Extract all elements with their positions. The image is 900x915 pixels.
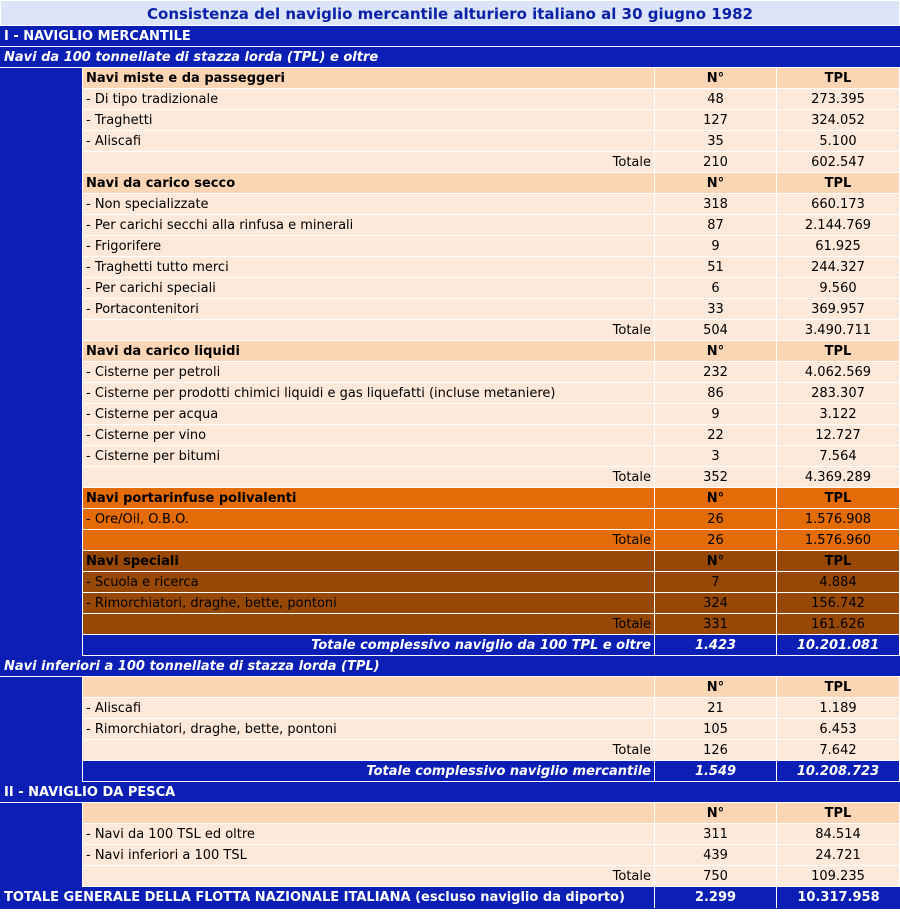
table-row <box>0 845 900 866</box>
row-n: 48 <box>655 89 777 110</box>
row-tpl: 156.742 <box>777 593 900 614</box>
table-row <box>0 593 900 614</box>
total-label: Totale <box>83 614 655 635</box>
total-tpl: 3.490.711 <box>777 320 900 341</box>
row-margin <box>0 68 83 89</box>
total-tpl: 161.626 <box>777 614 900 635</box>
row-margin <box>0 425 83 446</box>
row-margin <box>0 89 83 110</box>
total-merc-tpl: 10.208.723 <box>777 761 900 782</box>
table-row <box>0 383 900 404</box>
row-margin <box>0 236 83 257</box>
col-tpl-header: TPL <box>777 68 900 89</box>
row-n: 105 <box>655 719 777 740</box>
row-label: - Scuola e ricerca <box>83 572 655 593</box>
row-margin <box>0 404 83 425</box>
row-margin <box>0 593 83 614</box>
row-tpl: 61.925 <box>777 236 900 257</box>
table-row <box>0 215 900 236</box>
row-margin <box>0 719 83 740</box>
total-n: 504 <box>655 320 777 341</box>
total-100-tpl: 10.201.081 <box>777 635 900 656</box>
row-n: 9 <box>655 404 777 425</box>
row-n: 86 <box>655 383 777 404</box>
small-total-row <box>0 740 900 761</box>
table-row <box>0 509 900 530</box>
row-label: - Rimorchiatori, draghe, bette, pontoni <box>83 593 655 614</box>
group-header <box>0 341 900 362</box>
group-name: Navi speciali <box>83 551 655 572</box>
row-tpl: 7.564 <box>777 446 900 467</box>
col-tpl-header: TPL <box>777 173 900 194</box>
row-tpl: 4.884 <box>777 572 900 593</box>
table-row <box>0 194 900 215</box>
total-100-row <box>0 635 900 656</box>
row-label: - Cisterne per vino <box>83 425 655 446</box>
total-tpl: 4.369.289 <box>777 467 900 488</box>
table-row <box>0 236 900 257</box>
row-n: 51 <box>655 257 777 278</box>
row-label: - Non specializzate <box>83 194 655 215</box>
row-n: 232 <box>655 362 777 383</box>
row-n: 87 <box>655 215 777 236</box>
col-n-header: N° <box>655 488 777 509</box>
row-n: 26 <box>655 509 777 530</box>
col-tpl-header: TPL <box>777 341 900 362</box>
group-total-row <box>0 467 900 488</box>
row-label: - Ore/Oil, O.B.O. <box>83 509 655 530</box>
row-tpl: 24.721 <box>777 845 900 866</box>
row-margin <box>0 551 83 572</box>
total-merc-label: Totale complessivo naviglio mercantile <box>83 761 655 782</box>
row-n: 3 <box>655 446 777 467</box>
row-tpl: 6.453 <box>777 719 900 740</box>
row-label: - Cisterne per acqua <box>83 404 655 425</box>
total-merc-row <box>0 761 900 782</box>
total-tpl: 7.642 <box>777 740 900 761</box>
row-tpl: 1.189 <box>777 698 900 719</box>
table-row <box>0 89 900 110</box>
total-tpl: 109.235 <box>777 866 900 887</box>
grand-total-label: TOTALE GENERALE DELLA FLOTTA NAZIONALE ITALIANA (escluso naviglio da diporto) <box>0 887 655 908</box>
table-row <box>0 719 900 740</box>
col-n-header: N° <box>655 68 777 89</box>
row-margin <box>0 446 83 467</box>
row-label: - Aliscafi <box>83 698 655 719</box>
group-total-row <box>0 320 900 341</box>
total-n: 26 <box>655 530 777 551</box>
group-name <box>83 677 655 698</box>
col-tpl-header: TPL <box>777 803 900 824</box>
row-tpl: 244.327 <box>777 257 900 278</box>
row-margin <box>0 488 83 509</box>
row-tpl: 12.727 <box>777 425 900 446</box>
row-tpl: 4.062.569 <box>777 362 900 383</box>
row-n: 6 <box>655 278 777 299</box>
table-row <box>0 425 900 446</box>
grand-total-n: 2.299 <box>655 887 777 908</box>
row-margin <box>0 530 83 551</box>
row-n: 127 <box>655 110 777 131</box>
row-n: 7 <box>655 572 777 593</box>
row-label: - Cisterne per bitumi <box>83 446 655 467</box>
total-100-n: 1.423 <box>655 635 777 656</box>
table-row <box>0 404 900 425</box>
total-label: Totale <box>83 866 655 887</box>
row-tpl: 5.100 <box>777 131 900 152</box>
group-name: Navi da carico secco <box>83 173 655 194</box>
row-margin <box>0 845 83 866</box>
row-label: - Frigorifere <box>83 236 655 257</box>
row-label: - Per carichi speciali <box>83 278 655 299</box>
row-margin <box>0 152 83 173</box>
grand-total-tpl: 10.317.958 <box>797 890 880 905</box>
row-label: - Rimorchiatori, draghe, bette, pontoni <box>83 719 655 740</box>
row-tpl: 273.395 <box>777 89 900 110</box>
row-n: 318 <box>655 194 777 215</box>
row-margin <box>0 341 83 362</box>
row-n: 35 <box>655 131 777 152</box>
total-label: Totale <box>83 530 655 551</box>
table-row <box>0 446 900 467</box>
row-margin <box>0 110 83 131</box>
row-tpl: 369.957 <box>777 299 900 320</box>
col-tpl-header: TPL <box>777 551 900 572</box>
table-row <box>0 362 900 383</box>
col-tpl-header: TPL <box>777 677 900 698</box>
group-name <box>83 803 655 824</box>
row-margin <box>0 740 83 761</box>
row-margin <box>0 467 83 488</box>
row-margin <box>0 257 83 278</box>
row-margin <box>0 131 83 152</box>
row-margin <box>0 572 83 593</box>
total-label: Totale <box>83 320 655 341</box>
total-n: 352 <box>655 467 777 488</box>
row-margin <box>0 677 83 698</box>
group-header <box>0 173 900 194</box>
grand-total-row <box>0 887 900 909</box>
table-row <box>0 257 900 278</box>
row-margin <box>0 803 83 824</box>
pesca-header <box>0 803 900 824</box>
row-tpl: 324.052 <box>777 110 900 131</box>
section-2-title: II - NAVIGLIO DA PESCA <box>0 782 900 803</box>
row-margin <box>0 383 83 404</box>
row-label: - Traghetti <box>83 110 655 131</box>
total-n: 126 <box>655 740 777 761</box>
row-margin <box>0 614 83 635</box>
section-1-title: I - NAVIGLIO MERCANTILE <box>0 26 900 47</box>
total-tpl: 602.547 <box>777 152 900 173</box>
group-name: Navi portarinfuse polivalenti <box>83 488 655 509</box>
small-header <box>0 677 900 698</box>
group-total-row <box>0 152 900 173</box>
subsection-under-100-title: Navi inferiori a 100 tonnellate di stazza lorda (TPL) <box>0 656 900 677</box>
row-label: - Portacontenitori <box>83 299 655 320</box>
row-tpl: 84.514 <box>777 824 900 845</box>
row-n: 33 <box>655 299 777 320</box>
row-margin <box>0 173 83 194</box>
row-margin <box>0 320 83 341</box>
col-tpl-header: TPL <box>777 488 900 509</box>
row-margin <box>0 866 83 887</box>
row-tpl: 3.122 <box>777 404 900 425</box>
row-margin <box>0 698 83 719</box>
row-label: - Cisterne per petroli <box>83 362 655 383</box>
pesca-total-row <box>0 866 900 887</box>
group-header <box>0 68 900 89</box>
total-n: 331 <box>655 614 777 635</box>
table-title: Consistenza del naviglio mercantile alturiero italiano al 30 giugno 1982 <box>0 0 900 26</box>
row-n: 21 <box>655 698 777 719</box>
table-row <box>0 110 900 131</box>
row-margin <box>0 299 83 320</box>
row-margin <box>0 278 83 299</box>
group-header <box>0 551 900 572</box>
row-n: 9 <box>655 236 777 257</box>
row-n: 324 <box>655 593 777 614</box>
row-label: - Cisterne per prodotti chimici liquidi e gas liquefatti (incluse metaniere) <box>83 383 655 404</box>
total-label: Totale <box>83 467 655 488</box>
col-n-header: N° <box>655 341 777 362</box>
row-margin <box>0 362 83 383</box>
row-margin <box>0 509 83 530</box>
total-n: 210 <box>655 152 777 173</box>
row-tpl: 2.144.769 <box>777 215 900 236</box>
total-100-label: Totale complessivo naviglio da 100 TPL e oltre <box>83 635 655 656</box>
row-margin <box>0 635 83 656</box>
col-n-header: N° <box>655 173 777 194</box>
group-total-row <box>0 614 900 635</box>
row-margin <box>0 761 83 782</box>
row-n: 439 <box>655 845 777 866</box>
total-label: Totale <box>83 740 655 761</box>
total-merc-n: 1.549 <box>655 761 777 782</box>
total-label: Totale <box>83 152 655 173</box>
row-label: - Per carichi secchi alla rinfusa e minerali <box>83 215 655 236</box>
total-tpl: 1.576.960 <box>777 530 900 551</box>
row-n: 311 <box>655 824 777 845</box>
row-n: 22 <box>655 425 777 446</box>
subsection-100-tpl-title: Navi da 100 tonnellate di stazza lorda (TPL) e oltre <box>0 47 900 68</box>
row-tpl: 1.576.908 <box>777 509 900 530</box>
table-row <box>0 131 900 152</box>
row-label: - Navi inferiori a 100 TSL <box>83 845 655 866</box>
col-n-header: N° <box>655 677 777 698</box>
group-name: Navi miste e da passeggeri <box>83 68 655 89</box>
table-row <box>0 698 900 719</box>
row-margin <box>0 194 83 215</box>
group-header <box>0 488 900 509</box>
total-n: 750 <box>655 866 777 887</box>
table-row <box>0 278 900 299</box>
row-label: - Di tipo tradizionale <box>83 89 655 110</box>
table-row <box>0 299 900 320</box>
row-label: - Aliscafi <box>83 131 655 152</box>
row-margin <box>0 824 83 845</box>
table-row <box>0 824 900 845</box>
row-tpl: 283.307 <box>777 383 900 404</box>
group-name: Navi da carico liquidi <box>83 341 655 362</box>
table-row <box>0 572 900 593</box>
col-n-header: N° <box>655 803 777 824</box>
row-tpl: 660.173 <box>777 194 900 215</box>
row-label: - Traghetti tutto merci <box>83 257 655 278</box>
col-n-header: N° <box>655 551 777 572</box>
group-total-row <box>0 530 900 551</box>
row-label: - Navi da 100 TSL ed oltre <box>83 824 655 845</box>
row-margin <box>0 215 83 236</box>
row-tpl: 9.560 <box>777 278 900 299</box>
